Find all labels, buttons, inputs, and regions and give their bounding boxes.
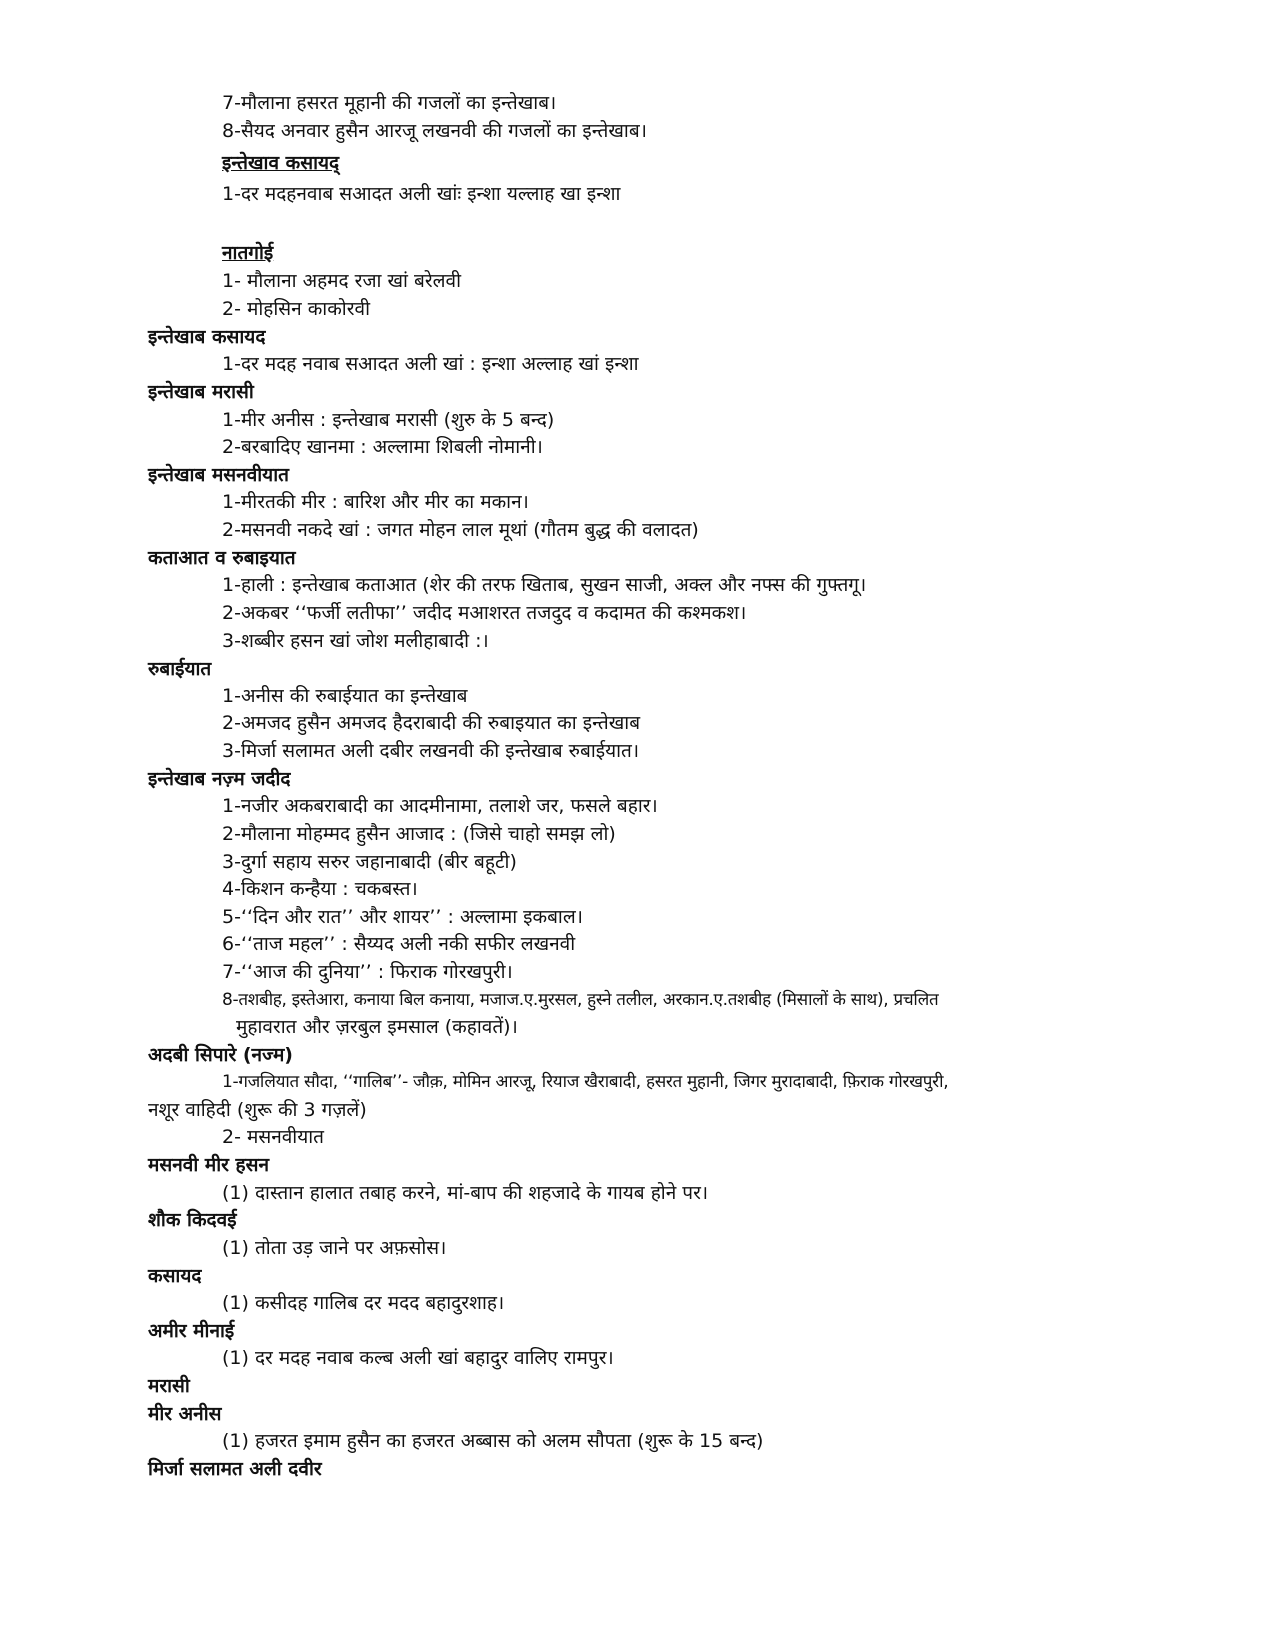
section-heading: इन्तेखाब मरासी [148,381,254,403]
text-line: 1-दर मदहनवाब सआदत अली खांः इन्शा यल्लाह खा इन्शा [222,183,621,205]
text-line: (1) दास्तान हालात तबाह करने, मां-बाप की शहजादे के गायब होने पर। [222,1182,709,1204]
text-line: 6-‘‘ताज महल’’ : सैय्यद अली नकी सफीर लखनवी [222,933,576,955]
text-line: नशूर वाहिदी (शुरू की 3 गज़लें) [148,1099,367,1121]
text-line: 5-‘‘दिन और रात’’ और शायर’’ : अल्लामा इकबाल। [222,906,583,928]
text-line: 2- मोहसिन काकोरवी [222,298,370,320]
text-line: 2- मसनवीयात [222,1126,324,1148]
text-line: 1-मीर अनीस : इन्तेखाब मरासी (शुरु के 5 बन्द) [222,409,555,431]
section-heading: इन्तेखाब नज़्म जदीद [148,768,291,790]
text-line: (1) दर मदह नवाब कल्ब अली खां बहादुर वालिए रामपुर। [222,1347,614,1369]
text-line: 2-अमजद हुसैन अमजद हैदराबादी की रुबाइयात का इन्तेखाब [222,712,641,734]
section-heading: कताआत व रुबाइयात [148,547,296,569]
section-heading: शौक किदवई [148,1209,237,1231]
section-heading: कसायद [148,1265,202,1287]
sub-heading: इन्तेखाव कसायद् [222,152,340,174]
text-line: 4-किशन कन्हैया : चकबस्त। [222,878,418,900]
text-line: 3-शब्बीर हसन खां जोश मलीहाबादी :। [222,630,489,652]
text-line: 2-मौलाना मोहम्मद हुसैन आजाद : (जिसे चाहो समझ लो) [222,823,616,845]
section-heading: इन्तेखाब कसायद [148,326,266,348]
text-line: 1-गजलियात सौदा, ‘‘गालिब’’- जौक़, मोमिन आरजू, रियाज खैराबादी, हसरत मुहानी, जिगर मुरादाबादी, फ़िराक गोरखपुरी, [222,1072,949,1092]
text-line: 3-दुर्गा सहाय सरुर जहानाबादी (बीर बहूटी) [222,851,517,873]
sub-heading: नातगोई [222,242,274,264]
text-line: 2-मसनवी नकदे खां : जगत मोहन लाल मूथां (गौतम बुद्ध की वलादत) [222,519,699,541]
text-line: 7-‘‘आज की दुनिया’’ : फिराक गोरखपुरी। [222,961,513,983]
text-line: मुहावरात और ज़रबुल इमसाल (कहावतें)। [236,1016,518,1038]
text-line: (1) हजरत इमाम हुसैन का हजरत अब्बास को अलम सौपता (शुरू के 15 बन्द) [222,1430,764,1452]
text-line: 2-अकबर ‘‘फर्जी लतीफा’’ जदीद मआशरत तजदुद व कदामत की कश्मकश। [222,602,747,624]
section-heading: मरासी [148,1375,190,1397]
section-heading: इन्तेखाब मसनवीयात [148,464,289,486]
text-line: 1-दर मदह नवाब सआदत अली खां : इन्शा अल्लाह खां इन्शा [222,353,639,375]
text-line: (1) तोता उड़ जाने पर अफ़सोस। [222,1237,447,1259]
section-heading: अमीर मीनाई [148,1320,235,1342]
text-line: 1-मीरतकी मीर : बारिश और मीर का मकान। [222,491,529,513]
section-heading: अदबी सिपारे (नज्म) [148,1044,293,1066]
text-line: 8-तशबीह, इस्तेआरा, कनाया बिल कनाया, मजाज.ए.मुरसल, हुस्ने तलील, अरकान.ए.तशबीह (मिसालों के साथ), प्रचलित [222,990,939,1010]
text-line: 1-अनीस की रुबाईयात का इन्तेखाब [222,685,468,707]
section-heading: रुबाईयात [148,658,212,680]
text-line: 7-मौलाना हसरत मूहानी की गजलों का इन्तेखाब। [222,92,557,114]
text-line: 2-बरबादिए खानमा : अल्लामा शिबली नोमानी। [222,436,543,458]
section-heading: मसनवी मीर हसन [148,1154,269,1176]
text-line: 1-नजीर अकबराबादी का आदमीनामा, तलाशे जर, फसले बहार। [222,795,658,817]
text-line: 8-सैयद अनवार हुसैन आरजू लखनवी की गजलों का इन्तेखाब। [222,120,647,142]
text-line: 1- मौलाना अहमद रजा खां बरेलवी [222,270,461,292]
section-heading: मिर्जा सलामत अली दवीर [148,1458,322,1480]
text-line: (1) कसीदह गालिब दर मदद बहादुरशाह। [222,1292,505,1314]
text-line: 3-मिर्जा सलामत अली दबीर लखनवी की इन्तेखाब रुबाईयात। [222,740,640,762]
text-line: 1-हाली : इन्तेखाब कताआत (शेर की तरफ खिताब, सुखन साजी, अक्ल और नफ्स की गुफ्तगू। [222,574,867,596]
section-heading: मीर अनीस [148,1403,222,1425]
